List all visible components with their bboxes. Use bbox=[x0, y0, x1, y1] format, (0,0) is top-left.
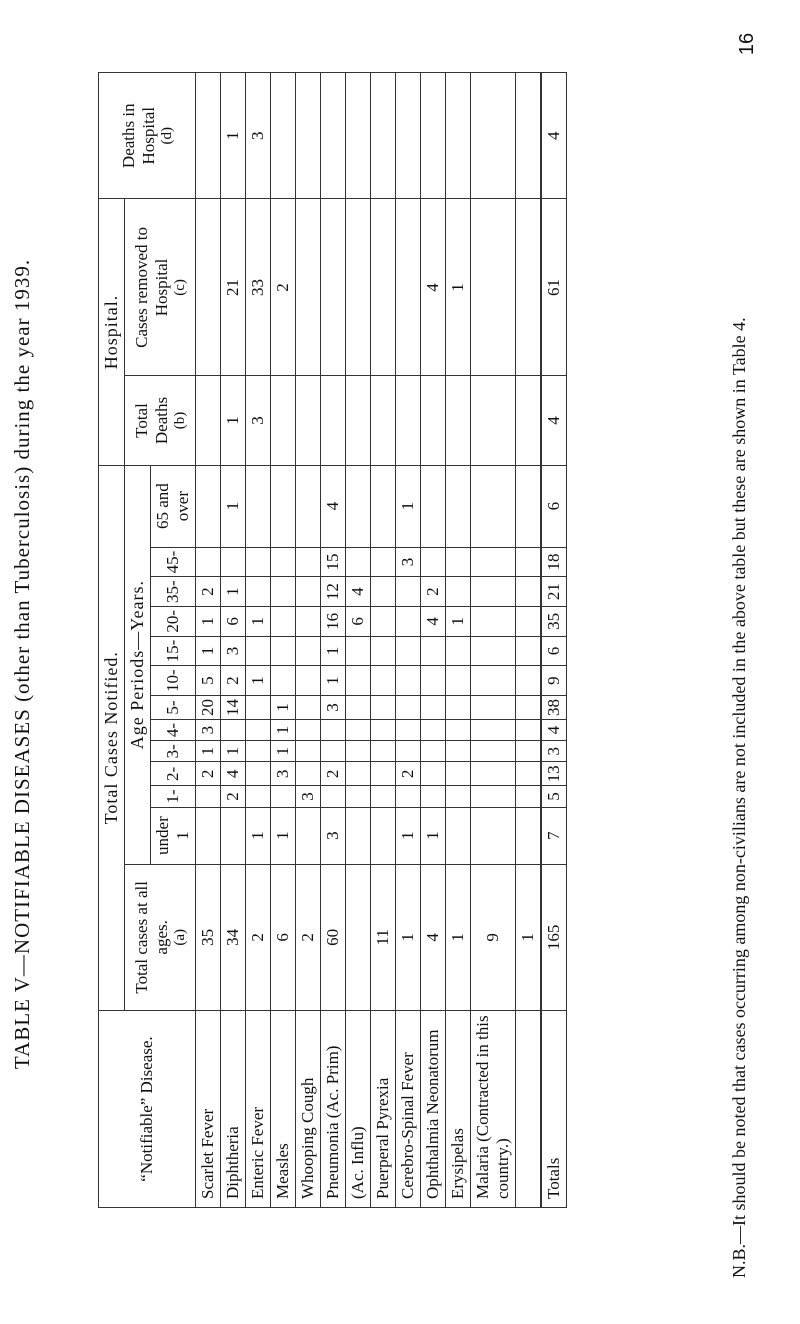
age-cell: 1 bbox=[321, 636, 346, 666]
removed-cell bbox=[396, 199, 421, 376]
age-cell bbox=[346, 465, 371, 547]
removed-cell bbox=[471, 199, 516, 376]
totals-removed-cell: 61 bbox=[541, 199, 567, 376]
age-cell: 1 bbox=[221, 465, 246, 547]
total-cases-cell bbox=[346, 864, 371, 1010]
age-cell: 1 bbox=[421, 807, 446, 864]
age-header: 45- bbox=[151, 547, 196, 577]
age-cell bbox=[446, 577, 471, 607]
age-cell bbox=[516, 807, 542, 864]
removed-cell bbox=[321, 199, 346, 376]
age-cell bbox=[271, 547, 296, 577]
age-cell bbox=[346, 786, 371, 807]
age-cell bbox=[196, 547, 221, 577]
totals-age-cell: 13 bbox=[541, 762, 567, 786]
age-cell: 3 bbox=[321, 696, 346, 720]
table-row bbox=[271, 73, 296, 1208]
hospital-deaths-cell bbox=[321, 73, 346, 199]
age-cell bbox=[246, 786, 271, 807]
disease-name: Pneumonia (Ac. Prim) bbox=[321, 1011, 346, 1208]
age-cell: 1 bbox=[396, 465, 421, 547]
age-cell: 3 bbox=[296, 786, 321, 807]
age-cell: 6 bbox=[346, 606, 371, 636]
age-cell: 2 bbox=[396, 762, 421, 786]
deaths-hospital-header bbox=[99, 73, 196, 199]
hospital-group-header: Hospital. bbox=[99, 199, 125, 465]
age-cell bbox=[296, 741, 321, 762]
age-cell bbox=[396, 720, 421, 741]
age-cell bbox=[396, 666, 421, 696]
age-cell bbox=[246, 636, 271, 666]
hospital-deaths-cell bbox=[346, 73, 371, 199]
age-cell bbox=[271, 666, 296, 696]
age-cell bbox=[346, 741, 371, 762]
age-cell: 4 bbox=[421, 606, 446, 636]
age-cell bbox=[446, 741, 471, 762]
removed-cell bbox=[371, 199, 396, 376]
age-cell bbox=[471, 762, 516, 786]
age-cell bbox=[246, 720, 271, 741]
age-cell bbox=[371, 577, 396, 607]
total-deaths-cell bbox=[446, 376, 471, 465]
age-cell bbox=[296, 720, 321, 741]
age-header: 4- bbox=[151, 720, 196, 741]
age-cell bbox=[516, 636, 542, 666]
age-cell: 1 bbox=[321, 666, 346, 696]
age-cell bbox=[471, 547, 516, 577]
age-cell bbox=[296, 807, 321, 864]
total-deaths-cell bbox=[346, 376, 371, 465]
hospital-deaths-cell: 3 bbox=[246, 73, 271, 199]
table-row bbox=[321, 73, 346, 1208]
age-cell bbox=[516, 696, 542, 720]
age-cell: 2 bbox=[196, 577, 221, 607]
table-body bbox=[196, 73, 567, 1208]
removed-cell: 21 bbox=[221, 199, 246, 376]
age-cell bbox=[471, 636, 516, 666]
age-cell bbox=[221, 720, 246, 741]
age-cell bbox=[421, 696, 446, 720]
totals-age-cell: 21 bbox=[541, 577, 567, 607]
age-cell: 3 bbox=[196, 720, 221, 741]
age-cell: 1 bbox=[196, 741, 221, 762]
age-cell bbox=[271, 606, 296, 636]
disease-name bbox=[516, 1011, 542, 1208]
hospital-deaths-cell bbox=[371, 73, 396, 199]
total-cases-label: Total cases at all ages. bbox=[131, 881, 171, 994]
age-cell bbox=[271, 636, 296, 666]
age-cell bbox=[371, 666, 396, 696]
age-header: 20- bbox=[151, 606, 196, 636]
notifiable-diseases-table bbox=[98, 72, 567, 1208]
total-cases-cell: 9 bbox=[471, 864, 516, 1010]
age-header: 15- bbox=[151, 636, 196, 666]
total-cases-cell: 60 bbox=[321, 864, 346, 1010]
age-cell bbox=[371, 807, 396, 864]
age-cell bbox=[346, 666, 371, 696]
totals-age-cell: 6 bbox=[541, 636, 567, 666]
age-cell bbox=[396, 786, 421, 807]
age-cell bbox=[196, 807, 221, 864]
disease-name: Ophthalmia Neonatorum bbox=[421, 1011, 446, 1208]
removed-cell bbox=[516, 199, 542, 376]
removed-letter: (c) bbox=[171, 279, 188, 296]
table-row bbox=[246, 73, 271, 1208]
age-header: 3- bbox=[151, 741, 196, 762]
removed-header bbox=[125, 199, 196, 376]
age-header: 65 and over bbox=[151, 465, 196, 547]
total-deaths-letter: (b) bbox=[171, 411, 188, 430]
age-cell bbox=[371, 465, 396, 547]
age-cell bbox=[346, 807, 371, 864]
totals-age-cell: 5 bbox=[541, 786, 567, 807]
disease-name: Whooping Cough bbox=[296, 1011, 321, 1208]
age-cell: 1 bbox=[246, 807, 271, 864]
age-cell bbox=[516, 606, 542, 636]
hospital-deaths-cell bbox=[271, 73, 296, 199]
total-deaths-cell bbox=[371, 376, 396, 465]
age-cell bbox=[346, 696, 371, 720]
table-row bbox=[296, 73, 321, 1208]
age-cell bbox=[246, 762, 271, 786]
age-cell: 2 bbox=[221, 666, 246, 696]
total-cases-cell: 4 bbox=[421, 864, 446, 1010]
age-cell bbox=[421, 786, 446, 807]
totals-cases-cell: 165 bbox=[541, 864, 567, 1010]
age-cell: 1 bbox=[196, 606, 221, 636]
age-cell bbox=[346, 636, 371, 666]
age-cell: 1 bbox=[246, 606, 271, 636]
age-cell bbox=[371, 741, 396, 762]
age-cell: 12 bbox=[321, 577, 346, 607]
age-cell bbox=[446, 696, 471, 720]
disease-name: Scarlet Fever bbox=[196, 1011, 221, 1208]
age-cell bbox=[296, 666, 321, 696]
age-cell bbox=[516, 720, 542, 741]
age-header: 5- bbox=[151, 696, 196, 720]
age-cell bbox=[471, 720, 516, 741]
total-deaths-label: Total Deaths bbox=[131, 396, 171, 445]
age-cell bbox=[396, 636, 421, 666]
age-cell bbox=[296, 606, 321, 636]
age-cell: 1 bbox=[446, 606, 471, 636]
removed-cell bbox=[196, 199, 221, 376]
age-cell bbox=[421, 547, 446, 577]
age-cell bbox=[446, 636, 471, 666]
removed-cell bbox=[346, 199, 371, 376]
age-cell bbox=[421, 666, 446, 696]
total-deaths-header bbox=[125, 376, 196, 465]
hospital-deaths-cell bbox=[471, 73, 516, 199]
age-cell bbox=[321, 741, 346, 762]
age-cell: 16 bbox=[321, 606, 346, 636]
age-cell bbox=[246, 696, 271, 720]
age-cell bbox=[371, 636, 396, 666]
age-cell: 3 bbox=[271, 762, 296, 786]
age-cell: 3 bbox=[221, 636, 246, 666]
age-cell: 1 bbox=[221, 577, 246, 607]
age-cell bbox=[371, 762, 396, 786]
age-cell bbox=[296, 696, 321, 720]
totals-age-cell: 38 bbox=[541, 696, 567, 720]
age-cell bbox=[271, 786, 296, 807]
age-cell bbox=[371, 696, 396, 720]
total-cases-cell: 34 bbox=[221, 864, 246, 1010]
age-cell bbox=[371, 547, 396, 577]
age-cell bbox=[421, 762, 446, 786]
age-cell bbox=[446, 720, 471, 741]
age-header: under 1 bbox=[151, 807, 196, 864]
disease-name: Malaria (Contracted in this country.) bbox=[471, 1011, 516, 1208]
disease-name: (Ac. Influ) bbox=[346, 1011, 371, 1208]
deaths-hospital-label: Deaths in Hospital bbox=[118, 103, 158, 169]
age-cell bbox=[271, 577, 296, 607]
totals-age-cell: 4 bbox=[541, 720, 567, 741]
age-cell bbox=[421, 636, 446, 666]
age-cell bbox=[471, 807, 516, 864]
age-cell: 2 bbox=[196, 762, 221, 786]
totals-age-cell: 6 bbox=[541, 465, 567, 547]
total-cases-header bbox=[125, 864, 196, 1010]
total-deaths-cell: 1 bbox=[221, 376, 246, 465]
totals-age-cell: 35 bbox=[541, 606, 567, 636]
age-cell: 1 bbox=[271, 696, 296, 720]
hospital-deaths-cell bbox=[196, 73, 221, 199]
disease-name: Measles bbox=[271, 1011, 296, 1208]
total-cases-cell: 2 bbox=[246, 864, 271, 1010]
age-cell bbox=[196, 786, 221, 807]
table-row bbox=[196, 73, 221, 1208]
totals-age-cell: 3 bbox=[541, 741, 567, 762]
age-cell bbox=[346, 547, 371, 577]
age-cell bbox=[246, 577, 271, 607]
age-header: 2- bbox=[151, 762, 196, 786]
age-cell bbox=[446, 807, 471, 864]
table-row bbox=[221, 73, 246, 1208]
age-cell: 3 bbox=[396, 547, 421, 577]
age-cell: 1 bbox=[221, 741, 246, 762]
age-cell: 4 bbox=[321, 465, 346, 547]
age-cell bbox=[296, 547, 321, 577]
age-cell bbox=[471, 786, 516, 807]
age-cell bbox=[516, 465, 542, 547]
notified-group-header: Total Cases Notified. bbox=[99, 465, 125, 1010]
age-cell: 1 bbox=[271, 741, 296, 762]
age-cell bbox=[516, 741, 542, 762]
age-cell bbox=[446, 762, 471, 786]
age-cell bbox=[346, 720, 371, 741]
age-cell bbox=[516, 577, 542, 607]
age-cell bbox=[446, 666, 471, 696]
total-cases-cell: 1 bbox=[396, 864, 421, 1010]
age-cell: 1 bbox=[271, 807, 296, 864]
age-cell bbox=[446, 547, 471, 577]
total-deaths-cell bbox=[196, 376, 221, 465]
table-row bbox=[446, 73, 471, 1208]
age-cell: 2 bbox=[421, 577, 446, 607]
age-cell: 2 bbox=[221, 786, 246, 807]
age-cell bbox=[396, 606, 421, 636]
removed-cell: 1 bbox=[446, 199, 471, 376]
disease-header: “Notifiable” Disease. bbox=[99, 1011, 196, 1208]
age-periods-header: Age Periods—Years. bbox=[125, 465, 151, 864]
removed-label: Cases removed to Hospital bbox=[131, 227, 171, 348]
age-cell: 14 bbox=[221, 696, 246, 720]
disease-name: Puerperal Pyrexia bbox=[371, 1011, 396, 1208]
age-cell bbox=[516, 762, 542, 786]
table-row bbox=[421, 73, 446, 1208]
age-cell bbox=[246, 465, 271, 547]
age-cell bbox=[421, 741, 446, 762]
disease-name: Erysipelas bbox=[446, 1011, 471, 1208]
age-cell bbox=[246, 547, 271, 577]
hospital-deaths-cell: 1 bbox=[221, 73, 246, 199]
total-cases-cell: 1 bbox=[446, 864, 471, 1010]
total-deaths-cell bbox=[271, 376, 296, 465]
total-deaths-cell bbox=[471, 376, 516, 465]
hospital-deaths-cell bbox=[421, 73, 446, 199]
totals-row bbox=[541, 73, 567, 1208]
total-deaths-cell bbox=[421, 376, 446, 465]
age-cell bbox=[516, 666, 542, 696]
age-cell: 5 bbox=[196, 666, 221, 696]
table-row bbox=[396, 73, 421, 1208]
removed-cell: 33 bbox=[246, 199, 271, 376]
age-cell bbox=[396, 696, 421, 720]
age-cell bbox=[421, 465, 446, 547]
total-deaths-cell bbox=[396, 376, 421, 465]
totals-label: Totals bbox=[541, 1011, 567, 1208]
hospital-deaths-cell bbox=[446, 73, 471, 199]
age-cell: 15 bbox=[321, 547, 346, 577]
totals-age-cell: 7 bbox=[541, 807, 567, 864]
age-header: 10- bbox=[151, 666, 196, 696]
total-cases-cell: 6 bbox=[271, 864, 296, 1010]
age-cell bbox=[471, 577, 516, 607]
age-cell: 2 bbox=[321, 762, 346, 786]
table-row bbox=[346, 73, 371, 1208]
total-cases-cell: 2 bbox=[296, 864, 321, 1010]
total-deaths-cell bbox=[321, 376, 346, 465]
total-deaths-cell: 3 bbox=[246, 376, 271, 465]
age-cell bbox=[196, 465, 221, 547]
table-row bbox=[471, 73, 516, 1208]
age-cell bbox=[471, 741, 516, 762]
removed-cell: 4 bbox=[421, 199, 446, 376]
age-cell: 4 bbox=[221, 762, 246, 786]
age-cell: 1 bbox=[396, 807, 421, 864]
age-cell bbox=[471, 465, 516, 547]
age-cell bbox=[296, 577, 321, 607]
disease-name: Cerebro-Spinal Fever bbox=[396, 1011, 421, 1208]
total-cases-cell: 1 bbox=[516, 864, 542, 1010]
age-cell bbox=[321, 720, 346, 741]
age-cell bbox=[346, 762, 371, 786]
age-cell bbox=[446, 465, 471, 547]
age-cell bbox=[446, 786, 471, 807]
age-cell bbox=[471, 606, 516, 636]
age-cell bbox=[371, 720, 396, 741]
total-cases-cell: 11 bbox=[371, 864, 396, 1010]
total-cases-letter: (a) bbox=[171, 929, 188, 946]
age-cell bbox=[221, 547, 246, 577]
age-cell bbox=[271, 465, 296, 547]
age-cell bbox=[296, 636, 321, 666]
removed-cell: 2 bbox=[271, 199, 296, 376]
totals-age-cell: 9 bbox=[541, 666, 567, 696]
total-deaths-cell bbox=[296, 376, 321, 465]
age-cell bbox=[296, 465, 321, 547]
table-title: TABLE V—NOTIFIABLE DISEASES (other than Tuberculosis) during the year 1939. bbox=[10, 258, 34, 1070]
age-cell bbox=[396, 577, 421, 607]
age-cell bbox=[421, 720, 446, 741]
age-cell: 20 bbox=[196, 696, 221, 720]
age-cell bbox=[321, 786, 346, 807]
age-header: 35- bbox=[151, 577, 196, 607]
age-cell: 1 bbox=[271, 720, 296, 741]
age-cell bbox=[471, 696, 516, 720]
disease-name: Diphtheria bbox=[221, 1011, 246, 1208]
totals-age-cell: 18 bbox=[541, 547, 567, 577]
age-cell bbox=[371, 606, 396, 636]
total-cases-cell: 35 bbox=[196, 864, 221, 1010]
age-cell bbox=[371, 786, 396, 807]
age-cell bbox=[516, 547, 542, 577]
hospital-deaths-cell bbox=[396, 73, 421, 199]
totals-hospital-deaths-cell: 4 bbox=[541, 73, 567, 199]
age-cell: 1 bbox=[246, 666, 271, 696]
totals-deaths-cell: 4 bbox=[541, 376, 567, 465]
age-cell: 6 bbox=[221, 606, 246, 636]
table-row bbox=[516, 73, 542, 1208]
table-row bbox=[371, 73, 396, 1208]
age-cell bbox=[396, 741, 421, 762]
age-cell: 3 bbox=[321, 807, 346, 864]
disease-name: Enteric Fever bbox=[246, 1011, 271, 1208]
hospital-deaths-cell bbox=[296, 73, 321, 199]
age-cell bbox=[296, 762, 321, 786]
deaths-hospital-letter: (d) bbox=[158, 126, 175, 145]
total-deaths-cell bbox=[516, 376, 542, 465]
age-cell: 1 bbox=[196, 636, 221, 666]
hospital-deaths-cell bbox=[516, 73, 542, 199]
age-cell bbox=[221, 807, 246, 864]
age-cell bbox=[246, 741, 271, 762]
removed-cell bbox=[296, 199, 321, 376]
page-number: 16 bbox=[736, 32, 758, 56]
age-cell: 4 bbox=[346, 577, 371, 607]
age-header: 1- bbox=[151, 786, 196, 807]
age-cell bbox=[471, 666, 516, 696]
age-cell bbox=[516, 786, 542, 807]
footnote: N.B.—It should be noted that cases occurring among non-civilians are not included in the above table but these are shown in Table 4. bbox=[729, 317, 749, 1278]
